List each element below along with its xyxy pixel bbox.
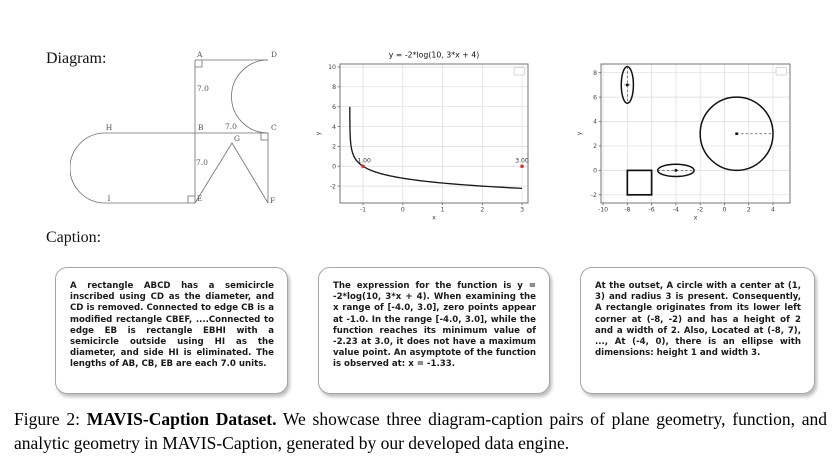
svg-text:-1: -1 bbox=[359, 206, 367, 214]
x-axis-label: x bbox=[693, 213, 698, 222]
caption-box-analytic-geometry bbox=[580, 267, 815, 394]
svg-text:8: 8 bbox=[332, 84, 336, 92]
caption-text-function: The expression for the function is y = -2*log(10, 3*x + 4). When examining the x range of [-4.0, 3.0], zero points appear at -1.0. In the range [-4.0, 3.0], while the function reaches its minimum value of -2.23 at 3.0, it does not have a maximum value point. An asymptote of the function is observed at: x = -1.33. bbox=[333, 281, 536, 370]
zigzag-EGF bbox=[195, 143, 268, 203]
point-label-G: G bbox=[234, 134, 240, 143]
plane-geometry-diagram bbox=[70, 45, 280, 215]
caption-box-plane-geometry bbox=[55, 267, 288, 394]
data-point-label: 3.00 bbox=[515, 157, 529, 165]
x-axis-label: x bbox=[432, 213, 436, 222]
shape-center-dot bbox=[626, 84, 629, 87]
right-angle-mark-E bbox=[188, 196, 195, 203]
point-label-I: I bbox=[107, 194, 111, 203]
function-plot-svg bbox=[310, 42, 545, 227]
svg-text:2: 2 bbox=[332, 143, 336, 151]
figure-caption bbox=[14, 408, 827, 456]
svg-text:4: 4 bbox=[593, 118, 597, 126]
svg-text:-6: -6 bbox=[648, 206, 655, 214]
svg-text:8: 8 bbox=[593, 69, 597, 77]
svg-text:0: 0 bbox=[332, 163, 336, 171]
plot-title: y = -2*log(10, 3*x + 4) bbox=[388, 50, 480, 60]
point-label-C: C bbox=[271, 123, 277, 132]
legend-box bbox=[776, 68, 787, 76]
legend-box bbox=[514, 68, 525, 76]
caption-text-plane-geometry: A rectangle ABCD has a semicircle inscribed using CD as the diameter, and CD is removed. Connected to edge CB is a modified rectangle CBEF, ....Connected to edge EB is rectangle EBHI with a semicircle outside using HI as the diameter, and side HI is eliminated. The lengths of AB, CB, EB are each 7.0 units. bbox=[70, 281, 274, 370]
y-axis-label: y bbox=[314, 131, 322, 136]
svg-text:-2: -2 bbox=[697, 206, 704, 214]
side-label-AB: 7.0 bbox=[197, 84, 209, 93]
point-label-E: E bbox=[197, 194, 203, 203]
svg-text:6: 6 bbox=[593, 94, 597, 102]
diagram-section-label: Diagram: bbox=[46, 50, 107, 67]
right-angle-mark-C bbox=[261, 133, 268, 140]
svg-text:3: 3 bbox=[520, 206, 525, 214]
figure-caption-rest: We showcase three diagram-caption pairs of plane geometry, function, and analytic geometry in MAVIS-Caption, generated by our developed data engine. bbox=[14, 409, 827, 453]
plot-background bbox=[310, 42, 545, 227]
svg-text:4: 4 bbox=[332, 123, 336, 131]
shape-center-dot bbox=[735, 132, 738, 135]
data-point-marker bbox=[361, 165, 364, 168]
svg-text:0: 0 bbox=[400, 206, 405, 214]
point-label-F: F bbox=[270, 196, 276, 205]
side-label-BE: 7.0 bbox=[196, 158, 208, 167]
svg-text:10: 10 bbox=[328, 64, 336, 72]
shape-center-dot bbox=[675, 169, 678, 172]
point-label-D: D bbox=[271, 50, 278, 59]
svg-text:4: 4 bbox=[771, 206, 775, 214]
analytic-plot-svg bbox=[570, 42, 820, 227]
point-label-H: H bbox=[105, 123, 113, 132]
y-axis-label: y bbox=[575, 131, 583, 136]
svg-text:-4: -4 bbox=[672, 206, 679, 214]
svg-text:6: 6 bbox=[332, 103, 336, 111]
svg-text:-10: -10 bbox=[598, 206, 609, 214]
svg-text:2: 2 bbox=[593, 143, 597, 151]
function-plot bbox=[310, 42, 545, 227]
svg-text:0: 0 bbox=[722, 206, 727, 214]
point-label-B: B bbox=[198, 123, 204, 132]
data-point-label: -1.00 bbox=[355, 157, 371, 165]
semicircle-DC bbox=[232, 60, 269, 133]
semicircle-HI bbox=[70, 133, 105, 203]
figure-caption-prefix: Figure 2: bbox=[14, 409, 87, 429]
caption-section-label: Caption: bbox=[46, 229, 102, 246]
caption-text-analytic-geometry: At the outset, A circle with a center at (1, 3) and radius 3 is present. Consequently, A rectangle originates from its lower left corner at (-8, -2) and has a height of 2 and a width of 2. Also, Located at (-8, 7), ..., At (-4, 0), there is an ellipse with dimensions: height 1 and width 3. bbox=[595, 281, 801, 359]
right-angle-mark-A bbox=[195, 60, 202, 67]
figure-caption-bold: MAVIS-Caption Dataset. bbox=[86, 409, 277, 429]
side-label-BC: 7.0 bbox=[225, 122, 237, 131]
data-point-marker bbox=[520, 165, 523, 168]
caption-box-function bbox=[318, 267, 550, 394]
point-label-A: A bbox=[197, 50, 203, 59]
svg-text:1: 1 bbox=[440, 206, 445, 214]
svg-text:0: 0 bbox=[593, 167, 597, 175]
svg-text:2: 2 bbox=[480, 206, 485, 214]
svg-text:-2: -2 bbox=[590, 192, 597, 200]
svg-text:-2: -2 bbox=[329, 183, 336, 191]
svg-text:2: 2 bbox=[746, 206, 751, 214]
analytic-geometry-plot bbox=[570, 42, 820, 227]
svg-text:-8: -8 bbox=[624, 206, 631, 214]
